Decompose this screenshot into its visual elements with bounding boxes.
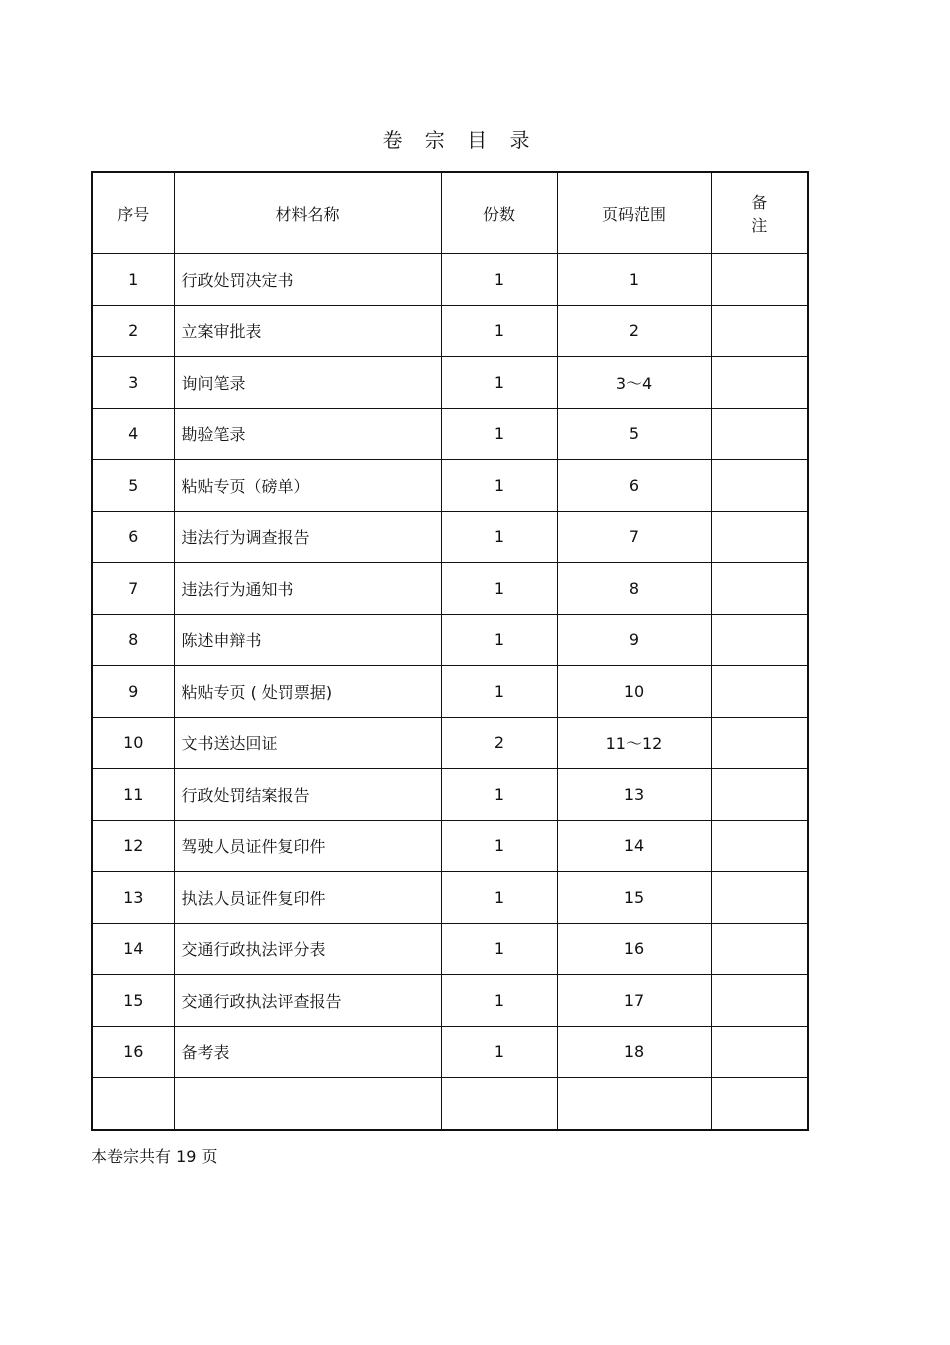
- cell-copies: [441, 1078, 557, 1130]
- cell-pages: [557, 1078, 711, 1130]
- table-row: [92, 820, 808, 872]
- cell-remark: [711, 1026, 808, 1078]
- cell-seq: 3: [92, 357, 174, 409]
- table-row: [92, 1026, 808, 1078]
- cell-seq: 10: [92, 717, 174, 769]
- cell-remark: [711, 305, 808, 357]
- cell-seq: 15: [92, 975, 174, 1027]
- table-row: [92, 872, 808, 924]
- cell-remark: [711, 1078, 808, 1130]
- cell-copies: 1: [441, 614, 557, 666]
- cell-copies: 1: [441, 254, 557, 306]
- cell-name: 交通行政执法评分表: [174, 923, 441, 975]
- cell-pages: 16: [557, 923, 711, 975]
- column-header-remark: 备注: [711, 172, 808, 254]
- cell-name: 文书送达回证: [174, 717, 441, 769]
- cell-remark: [711, 460, 808, 512]
- cell-name: 驾驶人员证件复印件: [174, 820, 441, 872]
- cell-seq: 9: [92, 666, 174, 718]
- cell-pages: 5: [557, 408, 711, 460]
- cell-pages: 3～4: [557, 357, 711, 409]
- cell-remark: [711, 717, 808, 769]
- cell-pages: 11～12: [557, 717, 711, 769]
- header-row: [92, 172, 808, 254]
- cell-pages: 1: [557, 254, 711, 306]
- cell-seq: 4: [92, 408, 174, 460]
- cell-copies: 1: [441, 563, 557, 615]
- cell-seq: 12: [92, 820, 174, 872]
- catalog-table: [91, 171, 809, 1131]
- cell-name: 行政处罚决定书: [174, 254, 441, 306]
- cell-pages: 9: [557, 614, 711, 666]
- cell-pages: 14: [557, 820, 711, 872]
- cell-pages: 2: [557, 305, 711, 357]
- cell-name: 勘验笔录: [174, 408, 441, 460]
- cell-name: 违法行为调查报告: [174, 511, 441, 563]
- cell-name: [174, 1078, 441, 1130]
- table-row: [92, 460, 808, 512]
- footer-note: 本卷宗共有 19 页: [91, 1147, 218, 1166]
- cell-remark: [711, 975, 808, 1027]
- cell-pages: 8: [557, 563, 711, 615]
- cell-name: 陈述申辩书: [174, 614, 441, 666]
- table-row: [92, 1078, 808, 1130]
- cell-remark: [711, 511, 808, 563]
- cell-pages: 6: [557, 460, 711, 512]
- table-row: [92, 975, 808, 1027]
- cell-copies: 1: [441, 357, 557, 409]
- table-row: [92, 511, 808, 563]
- table-row: [92, 254, 808, 306]
- cell-seq: 8: [92, 614, 174, 666]
- cell-name: 行政处罚结案报告: [174, 769, 441, 821]
- table-row: [92, 769, 808, 821]
- cell-name: 执法人员证件复印件: [174, 872, 441, 924]
- cell-pages: 10: [557, 666, 711, 718]
- table-body: [92, 254, 808, 1130]
- cell-remark: [711, 769, 808, 821]
- cell-copies: 1: [441, 769, 557, 821]
- cell-name: 立案审批表: [174, 305, 441, 357]
- cell-copies: 1: [441, 872, 557, 924]
- page-title: 卷 宗 目 录: [382, 128, 538, 152]
- cell-copies: 1: [441, 1026, 557, 1078]
- cell-name: 违法行为通知书: [174, 563, 441, 615]
- cell-seq: 7: [92, 563, 174, 615]
- cell-pages: 15: [557, 872, 711, 924]
- cell-seq: [92, 1078, 174, 1130]
- cell-seq: 13: [92, 872, 174, 924]
- column-header-seq: 序号: [92, 172, 174, 254]
- table-row: [92, 305, 808, 357]
- cell-seq: 16: [92, 1026, 174, 1078]
- cell-remark: [711, 872, 808, 924]
- cell-remark: [711, 408, 808, 460]
- cell-name: 备考表: [174, 1026, 441, 1078]
- cell-name: 粘贴专页（磅单）: [174, 460, 441, 512]
- table-row: [92, 614, 808, 666]
- table-row: [92, 357, 808, 409]
- cell-name: 询问笔录: [174, 357, 441, 409]
- cell-copies: 2: [441, 717, 557, 769]
- cell-seq: 11: [92, 769, 174, 821]
- table-row: [92, 666, 808, 718]
- column-header-pages: 页码范围: [557, 172, 711, 254]
- cell-copies: 1: [441, 305, 557, 357]
- cell-seq: 2: [92, 305, 174, 357]
- cell-pages: 7: [557, 511, 711, 563]
- cell-copies: 1: [441, 820, 557, 872]
- cell-pages: 13: [557, 769, 711, 821]
- cell-name: 交通行政执法评查报告: [174, 975, 441, 1027]
- column-header-name: 材料名称: [174, 172, 441, 254]
- cell-seq: 6: [92, 511, 174, 563]
- cell-copies: 1: [441, 408, 557, 460]
- cell-pages: 17: [557, 975, 711, 1027]
- cell-seq: 14: [92, 923, 174, 975]
- cell-copies: 1: [441, 975, 557, 1027]
- cell-remark: [711, 923, 808, 975]
- cell-remark: [711, 614, 808, 666]
- cell-copies: 1: [441, 923, 557, 975]
- table-row: [92, 717, 808, 769]
- cell-remark: [711, 820, 808, 872]
- table-row: [92, 408, 808, 460]
- cell-name: 粘贴专页 ( 处罚票据): [174, 666, 441, 718]
- table-row: [92, 563, 808, 615]
- cell-seq: 1: [92, 254, 174, 306]
- table-row: [92, 923, 808, 975]
- cell-remark: [711, 254, 808, 306]
- cell-remark: [711, 666, 808, 718]
- column-header-copies: 份数: [441, 172, 557, 254]
- cell-pages: 18: [557, 1026, 711, 1078]
- cell-copies: 1: [441, 460, 557, 512]
- cell-copies: 1: [441, 511, 557, 563]
- cell-remark: [711, 563, 808, 615]
- cell-seq: 5: [92, 460, 174, 512]
- cell-remark: [711, 357, 808, 409]
- cell-copies: 1: [441, 666, 557, 718]
